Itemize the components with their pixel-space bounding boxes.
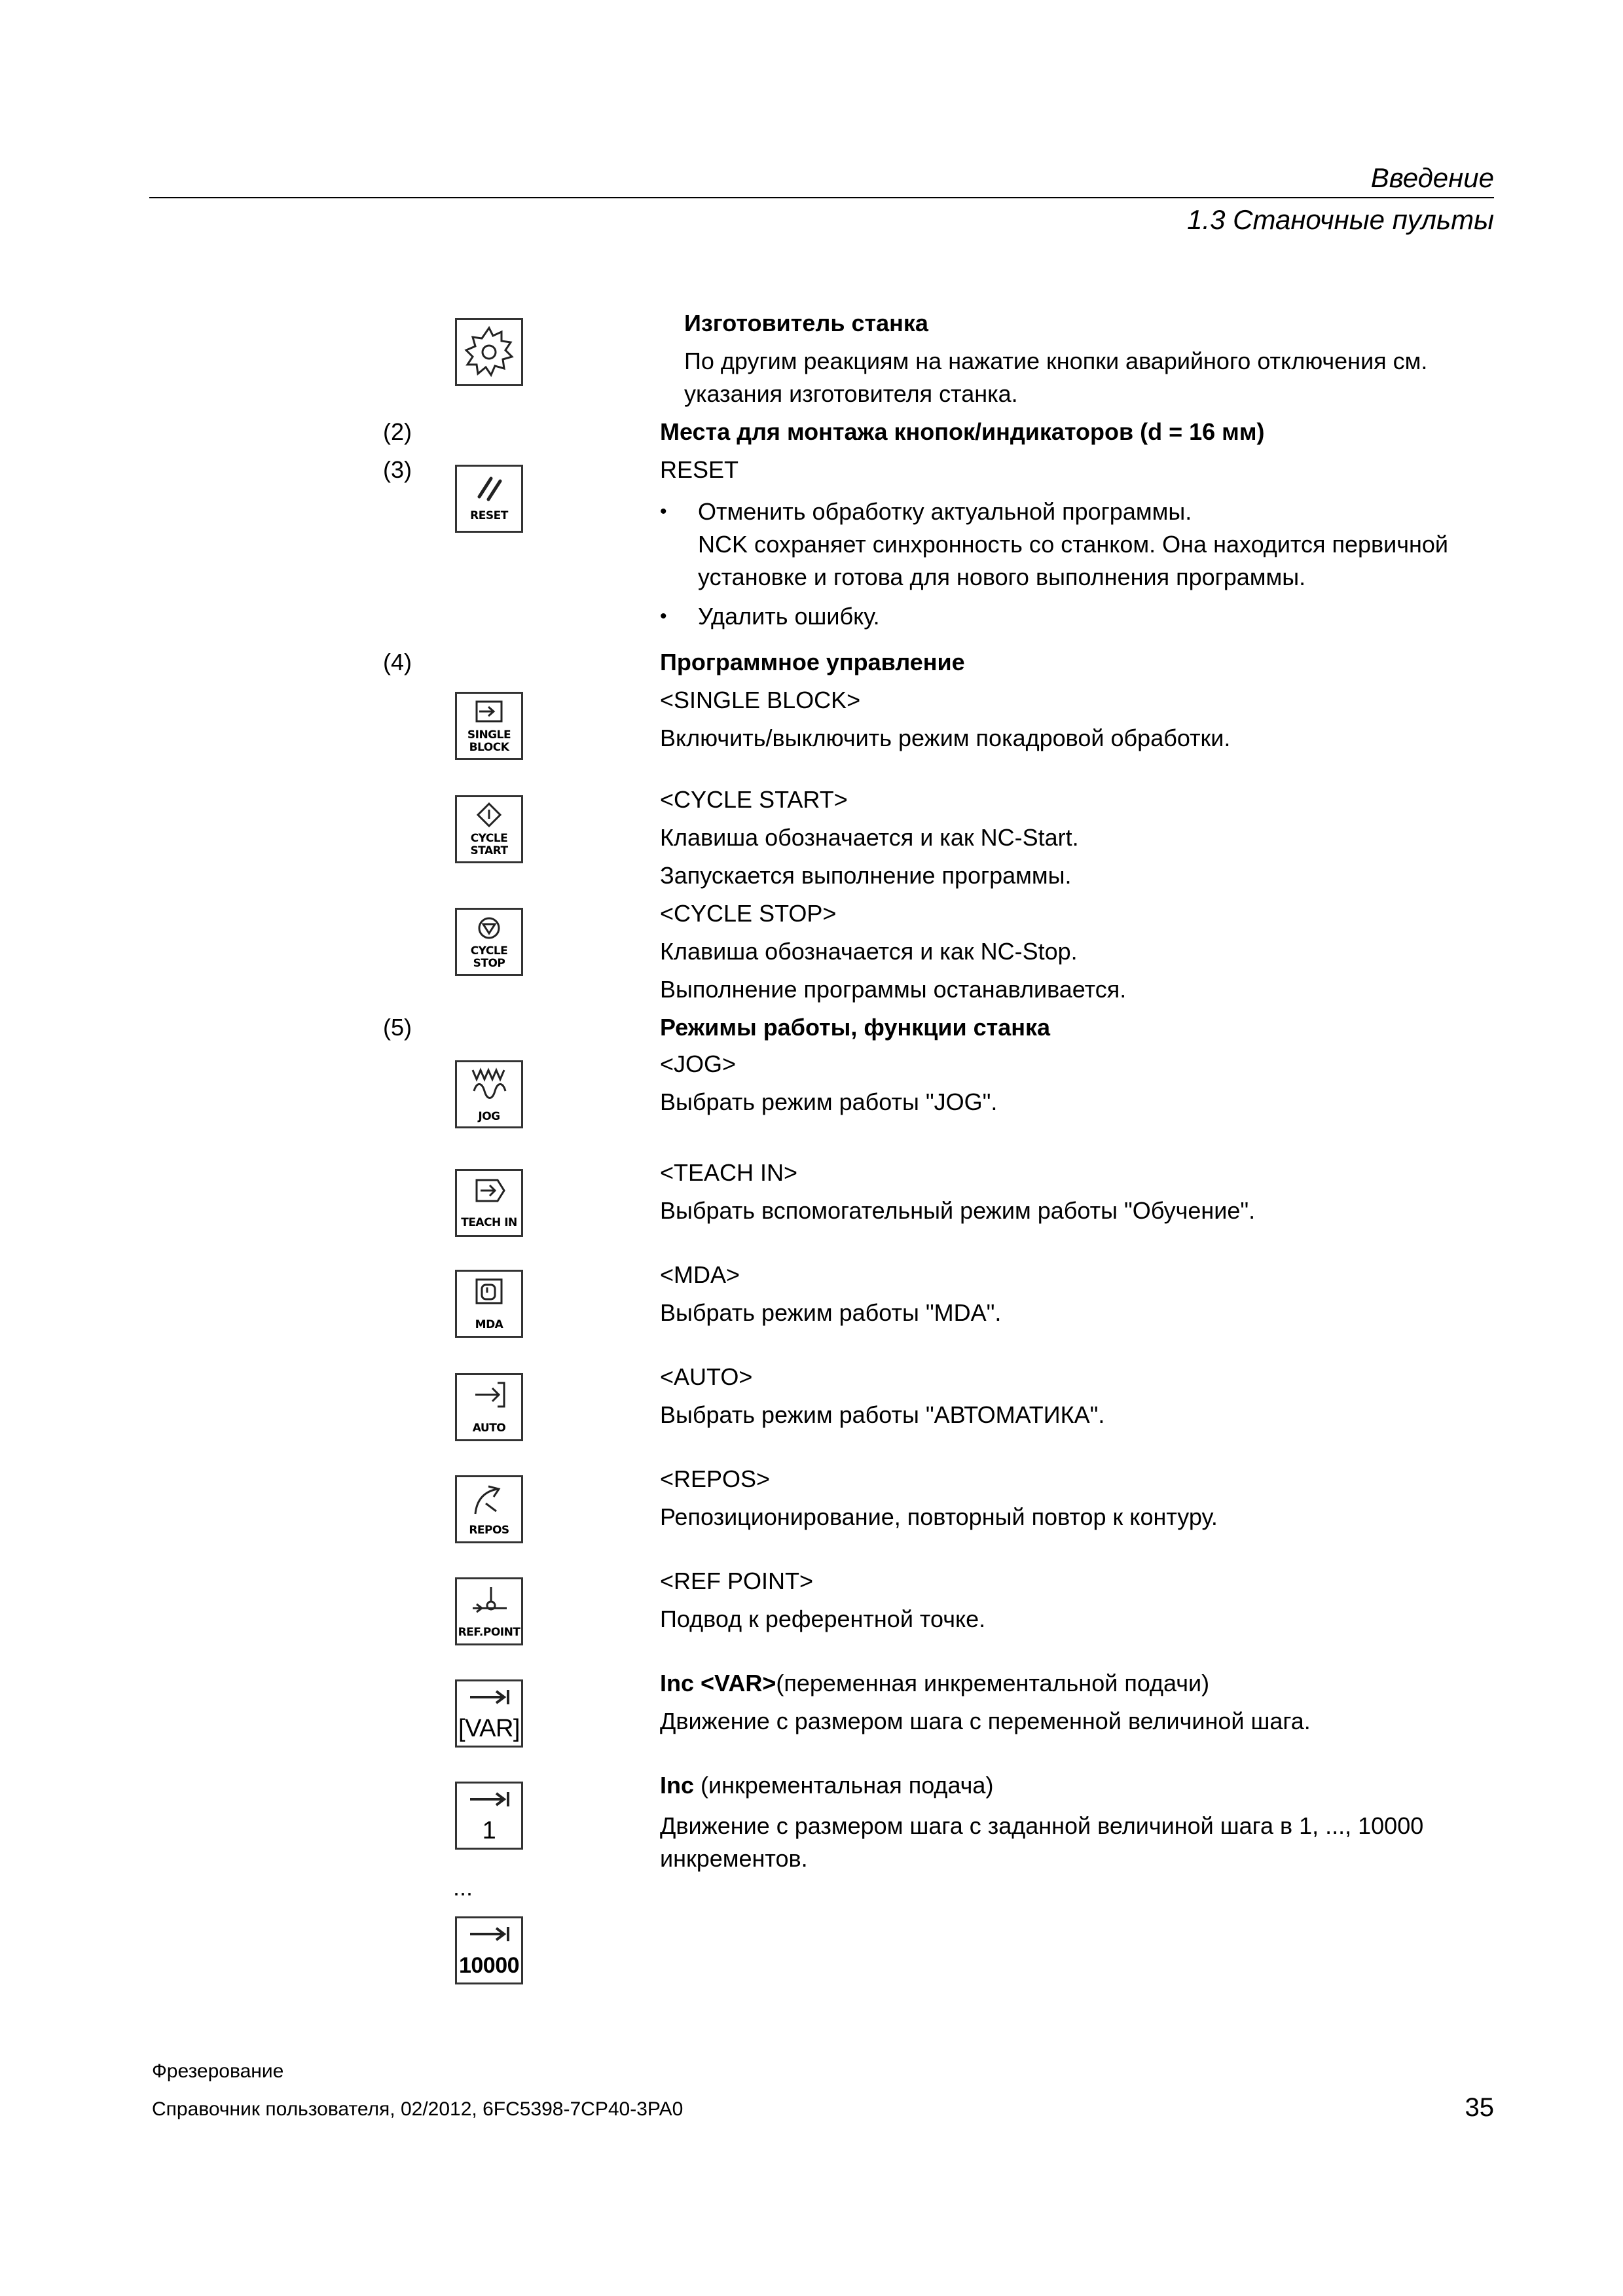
jog-text: Выбрать режим работы "JOG". <box>660 1088 998 1115</box>
ref-point-text: Подвод к референтной точке. <box>660 1605 986 1632</box>
teach-in-title: <TEACH IN> <box>660 1159 798 1186</box>
inc-var-icon <box>455 1679 523 1748</box>
reset-bullet2: Удалить ошибку. <box>698 603 880 630</box>
inc-10000-icon <box>455 1916 523 1984</box>
cycle-start-text-2: Запускается выполнение программы. <box>660 862 1072 889</box>
jog-icon <box>455 1060 523 1128</box>
mda-icon <box>455 1270 523 1338</box>
cycle-start-label-2: START <box>470 844 508 857</box>
jog-title: <JOG> <box>660 1050 737 1077</box>
ellipsis: ... <box>453 1874 473 1901</box>
cycle-start-title: <CYCLE START> <box>660 786 848 813</box>
bullet-2: • <box>660 605 667 627</box>
item-2-number: (2) <box>383 418 412 445</box>
single-block-icon <box>455 692 523 760</box>
cycle-start-icon <box>455 795 523 863</box>
cycle-stop-icon <box>455 908 523 976</box>
item-4-title: Программное управление <box>660 649 965 675</box>
chapter-title: Введение <box>1370 162 1494 193</box>
cycle-stop-title: <CYCLE STOP> <box>660 900 837 927</box>
mda-text: Выбрать режим работы "MDA". <box>660 1299 1002 1326</box>
teach-in-icon <box>455 1169 523 1237</box>
page-number: 35 <box>1465 2093 1494 2122</box>
inc-var-title-rest: (переменная инкрементальной подачи) <box>776 1670 1210 1696</box>
machine-manufacturer-icon <box>455 318 523 386</box>
cycle-start-text-1: Клавиша обозначается и как NC-Start. <box>660 824 1079 851</box>
ref-point-title: <REF POINT> <box>660 1568 814 1594</box>
teach-in-text: Выбрать вспомогательный режим работы "Обучение". <box>660 1197 1256 1224</box>
item-4-number: (4) <box>383 649 412 675</box>
ref-point-icon <box>455 1577 523 1645</box>
cycle-start-label-1: CYCLE <box>470 832 508 845</box>
teach-in-label: TEACH IN <box>461 1216 517 1229</box>
mfr-title: Изготовитель станка <box>684 310 928 336</box>
reset-icon <box>455 465 523 533</box>
repos-label: REPOS <box>469 1524 509 1537</box>
footer-line1: Фрезерование <box>152 2060 284 2082</box>
cycle-stop-label-2: STOP <box>473 957 505 970</box>
inc-text-line2: инкрементов. <box>660 1845 808 1872</box>
inc-1-label: 1 <box>482 1817 496 1844</box>
mfr-text-line1: По другим реакциям на нажатие кнопки аварийного отключения см. <box>684 348 1428 374</box>
mda-label: MDA <box>475 1318 503 1331</box>
header-rule <box>149 197 1494 198</box>
auto-icon <box>455 1373 523 1441</box>
item-2-title: Места для монтажа кнопок/индикаторов (d = 16 мм) <box>660 418 1265 445</box>
ref-point-label: REF.POINT <box>458 1626 520 1639</box>
inc-var-title-bold: Inc <VAR> <box>660 1670 776 1696</box>
reset-icon-label: RESET <box>470 509 508 522</box>
single-block-label-1: SINGLE <box>467 728 511 742</box>
item-5-title: Режимы работы, функции станка <box>660 1014 1051 1041</box>
item-5-number: (5) <box>383 1014 412 1041</box>
inc-title <box>660 1768 993 1803</box>
inc-var-text: Движение с размером шага с переменной величиной шага. <box>660 1708 1311 1734</box>
reset-title: RESET <box>660 456 739 483</box>
cycle-stop-label-1: CYCLE <box>470 944 508 958</box>
bullet-1: • <box>660 501 667 522</box>
inc-var-title <box>660 1666 1209 1700</box>
footer-line2: Справочник пользователя, 02/2012, 6FC5398-7CP40-3PA0 <box>152 2098 684 2120</box>
repos-icon <box>455 1475 523 1543</box>
repos-title: <REPOS> <box>660 1465 771 1492</box>
auto-label: AUTO <box>472 1422 506 1435</box>
mda-title: <MDA> <box>660 1261 740 1288</box>
auto-title: <AUTO> <box>660 1363 753 1390</box>
cycle-stop-text-1: Клавиша обозначается и как NC-Stop. <box>660 938 1078 965</box>
single-block-label-2: BLOCK <box>469 741 509 754</box>
repos-text: Репозиционирование, повторный повтор к контуру. <box>660 1503 1218 1530</box>
reset-bullet1-line3: установке и готова для нового выполнения программы. <box>698 564 1306 590</box>
inc-title-rest: (инкрементальная подача) <box>694 1772 994 1799</box>
cycle-stop-text-2: Выполнение программы останавливается. <box>660 976 1127 1003</box>
jog-label: JOG <box>478 1110 500 1123</box>
inc-text-line1: Движение с размером шага с заданной величиной шага в 1, ..., 10000 <box>660 1812 1424 1839</box>
inc-10000-label: 10000 <box>458 1953 520 1978</box>
inc-title-bold: Inc <box>660 1772 695 1799</box>
inc-1-icon <box>455 1782 523 1850</box>
single-block-title: <SINGLE BLOCK> <box>660 687 861 713</box>
single-block-text: Включить/выключить режим покадровой обработки. <box>660 725 1231 751</box>
inc-var-label: [VAR] <box>458 1715 520 1742</box>
section-title: 1.3 Станочные пульты <box>1187 204 1494 235</box>
mfr-text-line2: указания изготовителя станка. <box>684 380 1018 407</box>
item-3-number: (3) <box>383 456 412 483</box>
reset-bullet1-line2: NCK сохраняет синхронность со станком. Она находится первичной <box>698 531 1449 558</box>
auto-text: Выбрать режим работы "АВТОМАТИКА". <box>660 1401 1105 1428</box>
reset-bullet1-line1: Отменить обработку актуальной программы. <box>698 498 1192 525</box>
